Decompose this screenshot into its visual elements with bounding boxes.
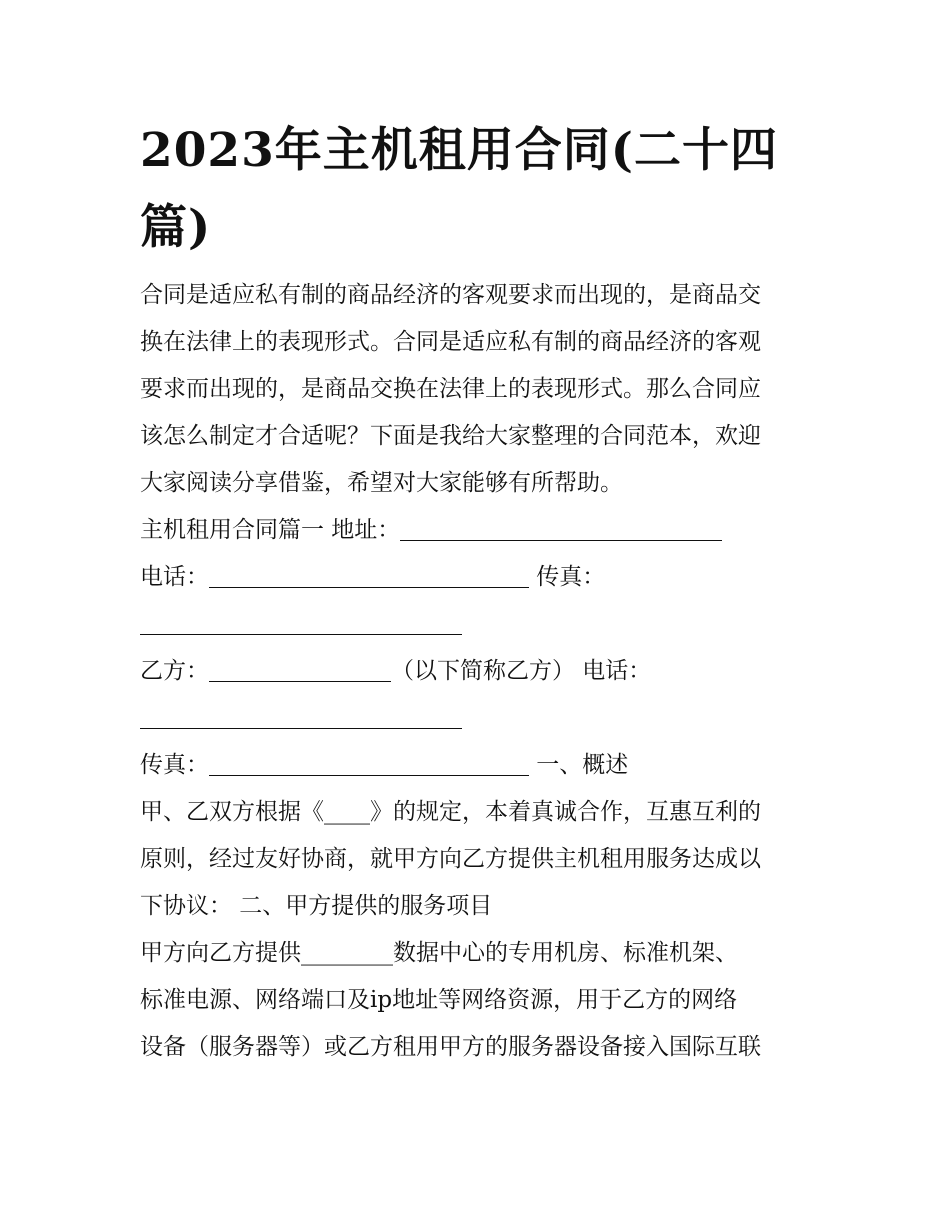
service-line-3: 设备（服务器等）或乙方租用甲方的服务器设备接入国际互联 [140,1034,761,1060]
overview-line-2: 原则，经过友好协商，就甲方向乙方提供主机租用服务达成以 [140,846,761,872]
title-line-1: 2023年主机租用合同(二十四 [140,123,779,178]
section-1-heading: 一、概述 [529,752,629,778]
overview-line-1: 甲、乙双方根据《____》的规定，本着真诚合作，互惠互利的 [140,799,761,825]
fax-section-line [140,742,820,789]
address-blank [400,512,722,541]
overview-line-3: 下协议： 二、甲方提供的服务项目 [140,893,493,919]
party-b-label: 乙方： [140,658,209,684]
fax-label: 传真： [529,564,606,590]
address-label: 主机租用合同篇一 地址： [140,517,401,543]
intro-line-1: 合同是适应私有制的商品经济的客观要求而出现的，是商品交 [140,282,761,308]
phone-blank [209,559,529,588]
intro-line-5: 大家阅读分享借鉴，希望对大家能够有所帮助。 [140,470,623,496]
service-suffix: 数据中心的专用机房、标准机架、 [393,940,738,966]
intro-line-4: 该怎么制定才合适呢？下面是我给大家整理的合同范本，欢迎 [140,423,761,449]
intro-line-2: 换在法律上的表现形式。合同是适应私有制的商品经济的客观 [140,329,761,355]
title-line-2: 篇) [140,200,212,255]
party-b-note: （以下简称乙方） 电话： [391,658,652,684]
document-title [140,112,820,266]
party-b-phone-blank-line [140,695,820,742]
address-line [140,507,820,554]
service-blank: ________ [301,940,393,966]
fax-blank [140,606,462,635]
fax-label-2: 传真： [140,752,209,778]
service-line-1 [140,930,820,977]
party-b-phone-blank [140,700,462,729]
service-prefix: 甲方向乙方提供 [140,940,301,966]
phone-fax-line [140,554,820,601]
phone-label: 电话： [140,564,209,590]
fax-blank-2 [209,747,529,776]
party-b-line [140,648,820,695]
fax-blank-line [140,601,820,648]
document-page [140,112,820,1071]
party-b-blank [209,653,391,682]
intro-line-3: 要求而出现的，是商品交换在法律上的表现形式。那么合同应 [140,376,761,402]
service-line-2: 标准电源、网络端口及ip地址等网络资源，用于乙方的网络 [140,987,738,1013]
